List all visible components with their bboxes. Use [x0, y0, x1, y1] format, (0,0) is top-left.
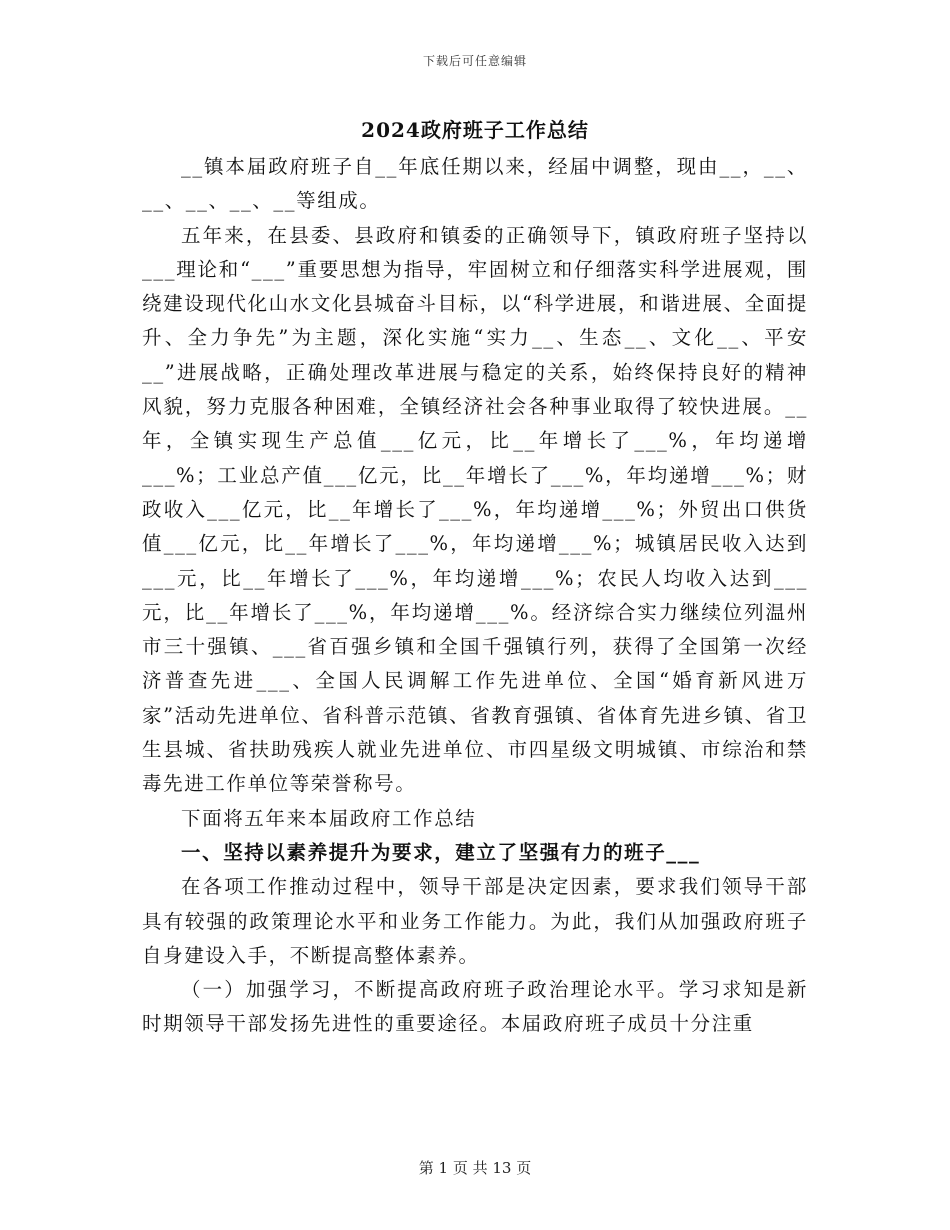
document-title: 2024政府班子工作总结 [361, 118, 589, 142]
page-header-note: 下载后可任意编辑 [422, 54, 527, 68]
paragraph-transition: 下面将五年来本届政府工作总结 [181, 806, 477, 830]
paragraph-section-1-intro: 在各项工作推动过程中，领导干部是决定因素，要求我们领导干部具有较强的政策理论水平和业务工作能力。为此，我们从加强政府班子自身建设入手，不断提高整体素养。 [142, 875, 808, 967]
paragraph-achievements: 五年来，在县委、县政府和镇委的正确领导下，镇政府班子坚持以___理论和“___”重要思想为指导，牢固树立和仔细落实科学进展观，围绕建设现代化山水文化县城奋斗目标，以“科学进展，和谐进展、全面提升、全力争先”为主题，深化实施“实力__、生态__、文化__、平安__”进展战略，正确处理改革进展与稳定的关系，始终保持良好的精神风貌，努力克服各种困难，全镇经济社会各种事业取得了较快进展。__年，全镇实现生产总值___亿元，比__年增长了___%，年均递增___%；工业总产值___亿元，比__年增长了___%，年均递增___%；财政收入___亿元，比__年增长了___%，年均递增___%；外贸出口供货值___亿元，比__年增长了___%，年均递增___%；城镇居民收入达到___元，比__年增长了___%，年均递增___%；农民人均收入达到___元，比__年增长了___%，年均递增___%。经济综合实力继续位列温州市三十强镇、___省百强乡镇和全国千强镇行列，获得了全国第一次经济普查先进___、全国人民调解工作先进单位、全国“婚育新风进万家”活动先进单位、省科普示范镇、省教育强镇、省体育先进乡镇、省卫生县城、省扶助残疾人就业先进单位、市四星级文明城镇、市综治和禁毒先进工作单位等荣誉称号。 [142, 223, 808, 796]
paragraph-subsection-1: （一）加强学习，不断提高政府班子政治理论水平。学习求知是新时期领导干部发扬先进性的重要途径。本届政府班子成员十分注重 [142, 978, 808, 1036]
page-footer-pagination: 第 1 页 共 13 页 [418, 1159, 532, 1177]
paragraph-intro: __镇本届政府班子自__年底任期以来，经届中调整，现由__，__、__、__、__、__等组成。 [142, 155, 808, 213]
section-heading-1: 一、坚持以素养提升为要求，建立了坚强有力的班子___ [181, 840, 701, 864]
document-body [142, 150, 808, 1042]
